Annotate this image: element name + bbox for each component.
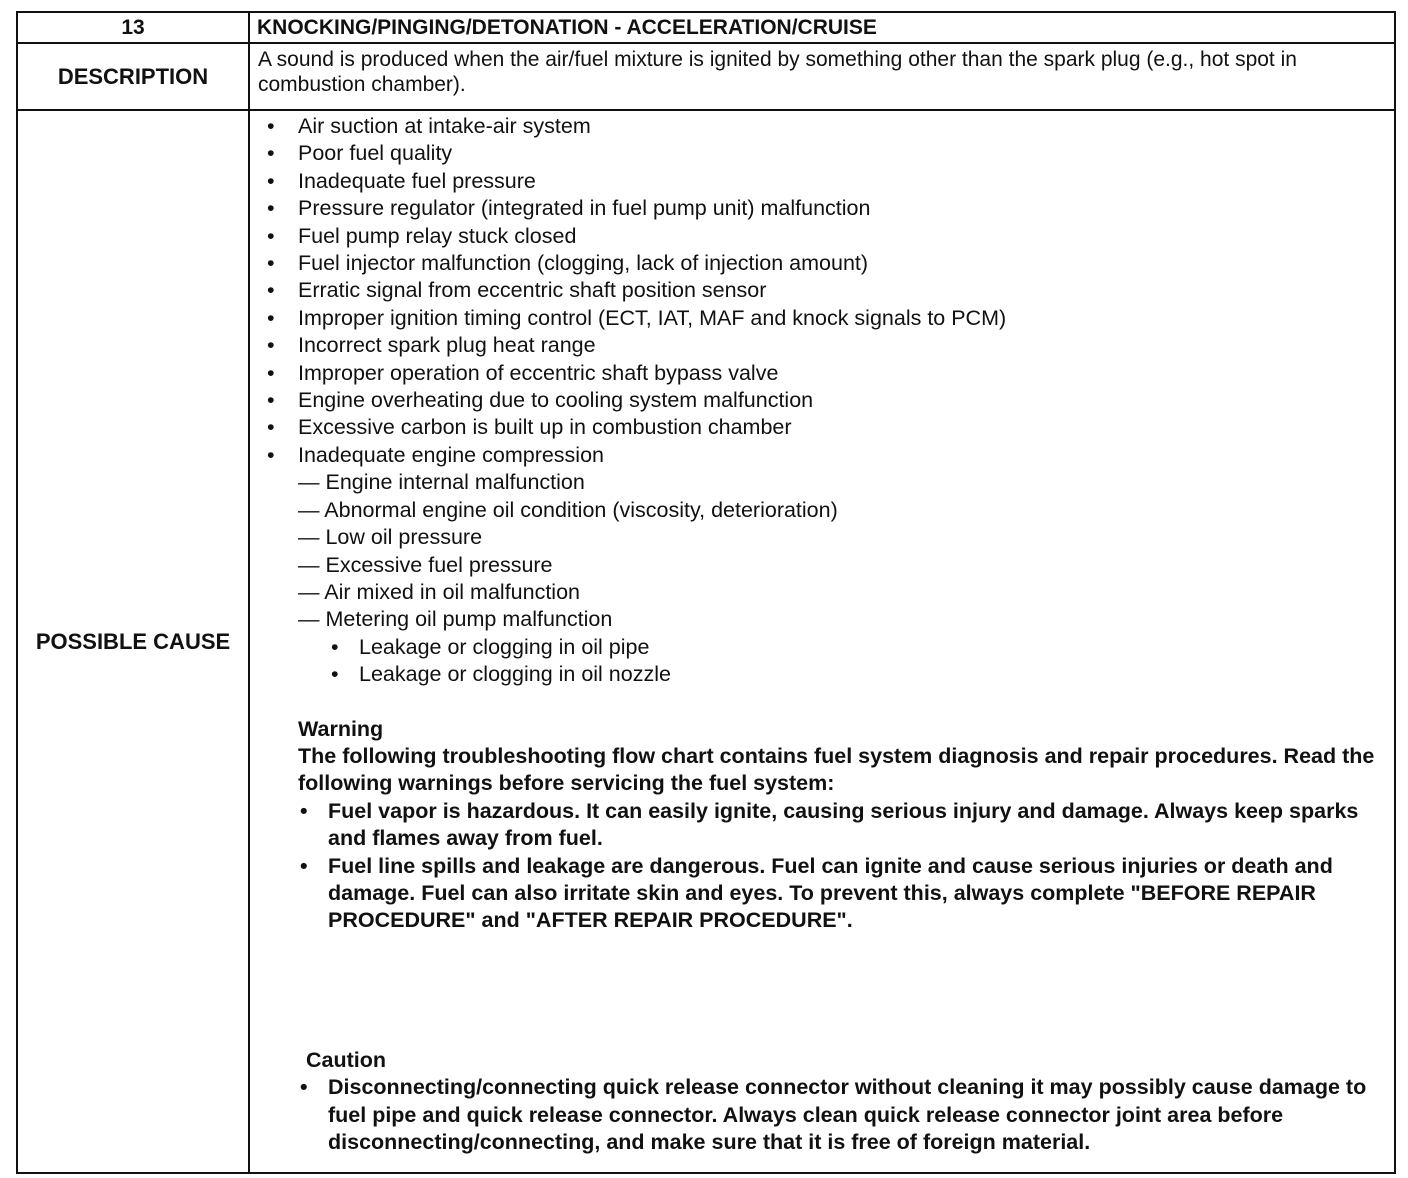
symptom-number: 13 xyxy=(17,12,249,43)
sub-list-item: — Abnormal engine oil condition (viscosity, deterioration) xyxy=(298,497,838,522)
list-item: • Air suction at intake-air system xyxy=(250,113,1386,140)
caution-block xyxy=(250,1047,1386,1157)
list-item: • Erratic signal from eccentric shaft position sensor xyxy=(250,277,1386,304)
possible-cause-content xyxy=(249,110,1395,1173)
caution-item: • Disconnecting/connecting quick release connector without cleaning it may possibly cause damage to fuel pipe and quick release connector. Always clean quick release connector joint area before disconnecting/connecting, and make sure that it is free of foreign material. xyxy=(250,1074,1386,1156)
description-label: DESCRIPTION xyxy=(17,43,249,110)
list-item: • Fuel pump relay stuck closed xyxy=(250,223,1386,250)
cause-list xyxy=(250,113,1386,469)
header-row xyxy=(17,12,1395,43)
description-row xyxy=(17,43,1395,110)
sub-list-item: — Excessive fuel pressure xyxy=(298,552,553,577)
list-item: • Fuel injector malfunction (clogging, lack of injection amount) xyxy=(250,250,1386,277)
warning-block xyxy=(250,716,1386,935)
warning-item: • Fuel line spills and leakage are dangerous. Fuel can ignite and cause serious injuries or death and damage. Fuel can also irritate skin and eyes. To prevent this, always complete "BEFORE REPAIR PROCEDURE" and "AFTER REPAIR PROCEDURE". xyxy=(250,853,1386,935)
symptom-title: KNOCKING/PINGING/DETONATION - ACCELERATION/CRUISE xyxy=(249,12,1395,43)
list-item: • Pressure regulator (integrated in fuel pump unit) malfunction xyxy=(250,195,1386,222)
sub-sub-cause-list xyxy=(250,634,1386,689)
list-item: • Improper operation of eccentric shaft bypass valve xyxy=(250,360,1386,387)
warning-list xyxy=(250,798,1386,935)
caution-heading: Caution xyxy=(306,1047,387,1072)
possible-cause-label: POSSIBLE CAUSE xyxy=(17,110,249,1173)
warning-item: • Fuel vapor is hazardous. It can easily ignite, causing serious injury and damage. Always keep sparks and flames away from fuel. xyxy=(250,798,1386,853)
list-item: • Incorrect spark plug heat range xyxy=(250,332,1386,359)
sub-list-item: — Air mixed in oil malfunction xyxy=(298,579,580,604)
sub-list-item: — Metering oil pump malfunction xyxy=(298,607,613,632)
list-item: • Inadequate fuel pressure xyxy=(250,168,1386,195)
possible-cause-row xyxy=(17,110,1395,1173)
description-text: A sound is produced when the air/fuel mixture is ignited by something other than the spark plug (e.g., hot spot in combustion chamber). xyxy=(249,43,1395,110)
list-item: • Inadequate engine compression xyxy=(250,442,1386,469)
troubleshooting-table xyxy=(16,11,1396,1174)
sub-list-item: — Engine internal malfunction xyxy=(298,470,585,495)
warning-heading: Warning xyxy=(298,716,384,741)
list-item: • Improper ignition timing control (ECT, IAT, MAF and knock signals to PCM) xyxy=(250,305,1386,332)
sub-list-item: — Low oil pressure xyxy=(298,525,483,550)
sub-sub-list-item: • Leakage or clogging in oil pipe xyxy=(250,634,1386,661)
list-item: • Poor fuel quality xyxy=(250,140,1386,167)
caution-list xyxy=(250,1074,1386,1156)
list-item: • Engine overheating due to cooling system malfunction xyxy=(250,387,1386,414)
sub-cause-list xyxy=(250,469,1386,633)
sub-sub-list-item: • Leakage or clogging in oil nozzle xyxy=(250,661,1386,688)
list-item: • Excessive carbon is built up in combustion chamber xyxy=(250,414,1386,441)
warning-intro: The following troubleshooting flow chart contains fuel system diagnosis and repair procedures. Read the following warnings before servicing the fuel system: xyxy=(298,743,1375,796)
